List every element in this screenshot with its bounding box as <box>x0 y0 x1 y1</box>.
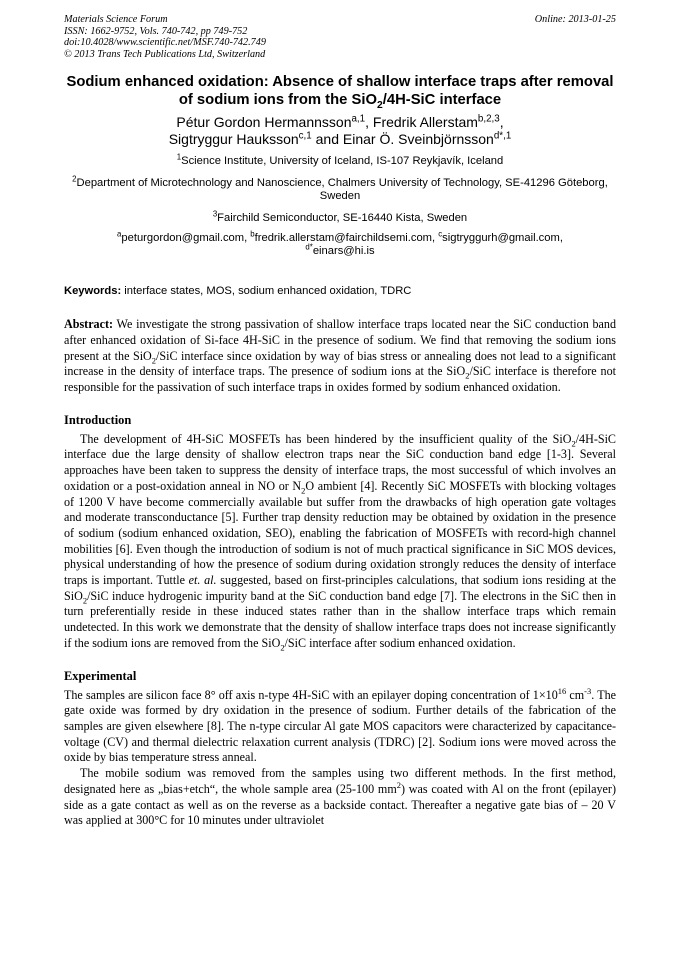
intro-text: /SiC interface after sodium enhanced oxidation. <box>284 635 516 650</box>
author-superscript: c,1 <box>298 130 312 142</box>
author-name: Pétur Gordon Hermannsson <box>176 114 352 131</box>
keywords-section <box>64 285 616 298</box>
doi-line: doi:10.4028/www.scientific.net/MSF.740-742.749 <box>64 37 266 49</box>
journal-name: Materials Science Forum <box>64 14 168 25</box>
author-superscript: d*,1 <box>493 130 512 142</box>
intro-text: suggested, based on first-principles calculations, that sodium ions residing at the SiO <box>64 573 616 603</box>
exp-superscript: 16 <box>557 685 567 696</box>
affiliation-text: Department of Microtechnology and Nanoscience, Chalmers University of Technology, SE-41296 Göteborg, Sweden <box>76 176 608 203</box>
affiliation-3 <box>64 208 616 225</box>
affiliation-1 <box>64 152 616 168</box>
affiliation-text: Fairchild Semiconductor, SE-16440 Kista, Sweden <box>217 211 468 224</box>
experimental-paragraph-1 <box>64 685 616 767</box>
exp-text: cm <box>566 687 585 702</box>
online-date: Online: 2013-01-25 <box>534 14 616 25</box>
author-conjunction: and <box>311 131 343 148</box>
intro-text: /4H-SiC interface due the large density of shallow electron traps near the SiC conduction band edge [1-3]. Several approaches have been taken to suppress the density of interface traps, the most successful of which involves an oxidation or a post-oxidation anneal in NO or N <box>64 431 616 493</box>
email-superscript: d* <box>305 242 313 252</box>
introduction-paragraph <box>64 432 616 652</box>
experimental-paragraph-2 <box>64 766 616 829</box>
exp-superscript: -3 <box>584 685 592 696</box>
intro-subscript: 2 <box>280 642 285 653</box>
author-separator: , <box>499 114 504 131</box>
exp-text: The mobile sodium was removed from the samples using two different methods. In the first method, designated here as „bias+etch“, the whole sample area (25-100 mm <box>64 766 616 796</box>
abstract-text: We investigate the strong passivation of shallow interface traps located near the SiC conduction band after enhanced oxidation of Si-face 4H-SiC in the presence of sodium. We find that removing the sodium ions present at the SiO <box>64 317 616 363</box>
author-name: Sigtryggur Hauksson <box>168 131 299 148</box>
email-superscript: c <box>438 229 443 239</box>
affiliation-superscript: 3 <box>212 208 218 218</box>
affiliation-2 <box>64 174 616 204</box>
abstract-label: Abstract: <box>64 317 114 332</box>
introduction-heading: Introduction <box>64 412 132 427</box>
intro-text: O ambient [4]. Recently SiC MOSFETs with blocking voltages of 1200 V have become commercially available but suffer from the drawbacks of high operation gate voltages and moderate transconductance [5]. Further trap density reduction may be obtained by oxidation in the presence of sodium (sodium enhanced oxidation, SEO), enabling the fabrication of MOSFETs with record-high channel mobilities [6]. Even though the introduction of sodium is not of much practical significance in SiC MOS devices, physical understanding of how the presence of sodium during oxidation strongly reduces the density of interface traps is important. Tuttle <box>64 478 616 588</box>
exp-text: The samples are silicon face 8° off axis n-type 4H-SiC with an epilayer doping concentration of 1×10 <box>64 687 558 702</box>
journal-header <box>64 14 616 60</box>
affiliation-superscript: 2 <box>72 174 77 184</box>
intro-text: /SiC induce hydrogenic impurity band at the SiC conduction band edge [7]. The electrons in the SiC then in turn preferentially reside in these induced states rather than in the shallow interface traps which remain undetected. In this work we demonstrate that the density of shallow interface traps does not increase significantly if the sodium ions are removed from the SiO <box>64 588 616 650</box>
author-superscript: b,2,3 <box>477 113 500 125</box>
author-emails <box>64 229 616 259</box>
intro-subscript: 2 <box>571 438 576 449</box>
abstract-text: /SiC interface is therefore not responsible for the passivation of such interface traps in oxides formed by sodium enhanced oxidation. <box>64 364 616 395</box>
author-superscript: a,1 <box>351 113 366 125</box>
abstract-text: /SiC interface since oxidation by way of bias stress or annealing does not lead to a significant increase in the density of interface traps. The presence of sodium ions at the SiO <box>64 348 616 379</box>
intro-italic: et. al. <box>188 573 217 588</box>
author-line-2 <box>64 131 616 148</box>
title-text-2: /4H-SiC interface <box>382 92 502 109</box>
email-text: einars@hi.is <box>312 245 375 258</box>
keywords-label: Keywords: <box>64 284 122 297</box>
intro-subscript: 2 <box>301 485 306 496</box>
email-superscript: b <box>250 229 255 239</box>
author-line-1 <box>64 114 616 131</box>
title-text-1: Sodium enhanced oxidation: Absence of shallow interface traps after removal of sodium ions from the SiO <box>66 74 614 109</box>
affiliation-text: Science Institute, University of Iceland, IS-107 Reykjavík, Iceland <box>181 155 504 168</box>
author-name: Einar Ö. Sveinbjörnsson <box>342 131 494 148</box>
exp-text: ) was coated with Al on the front (epilayer) side as a gate contact as well as on the reverse as a backside contact. Thereafter a negative gate bias of – 20 V was applied at 300°C for 10 minutes under ultraviolet <box>64 781 616 828</box>
abstract-subscript: 2 <box>151 355 157 366</box>
exp-text: . The gate oxide was formed by dry oxidation in the presence of sodium. Further details of the fabrication of the samples are given elsewhere [8]. The n-type circular Al gate MOS capacitors were characterized by capacitance-voltage (CV) and thermal dielectric relaxation current analysis (TDRC) [2]. Sodium ions were moved across the oxide by bias temperature stress anneal. <box>64 687 616 765</box>
email-text: fredrik.allerstam@fairchildsemi.com, <box>254 232 439 244</box>
issn-line: ISSN: 1662-9752, Vols. 740-742, pp 749-752 <box>64 25 248 37</box>
keywords-text: interface states, MOS, sodium enhanced oxidation, TDRC <box>121 284 412 297</box>
author-list <box>64 114 616 148</box>
abstract-subscript: 2 <box>465 370 470 381</box>
intro-text: The development of 4H-SiC MOSFETs has been hindered by the insufficient quality of the SiO <box>80 431 572 446</box>
experimental-heading: Experimental <box>64 668 137 683</box>
paper-page <box>64 14 616 829</box>
email-superscript: a <box>117 229 122 239</box>
email-text: sigtryggurh@gmail.com, <box>442 232 563 244</box>
affiliation-superscript: 1 <box>176 152 182 162</box>
title-subscript: 2 <box>376 100 383 112</box>
intro-subscript: 2 <box>82 595 88 606</box>
email-text: peturgordon@gmail.com, <box>121 232 251 244</box>
email-line-2 <box>64 242 616 258</box>
copyright-line: © 2013 Trans Tech Publications Ltd, Switzerland <box>64 48 266 60</box>
exp-superscript: 2 <box>396 779 401 790</box>
author-name: Fredrik Allerstam <box>372 114 478 131</box>
abstract-section <box>64 317 616 396</box>
author-separator: , <box>365 114 373 131</box>
email-line-1 <box>64 229 616 245</box>
paper-title <box>64 73 616 112</box>
